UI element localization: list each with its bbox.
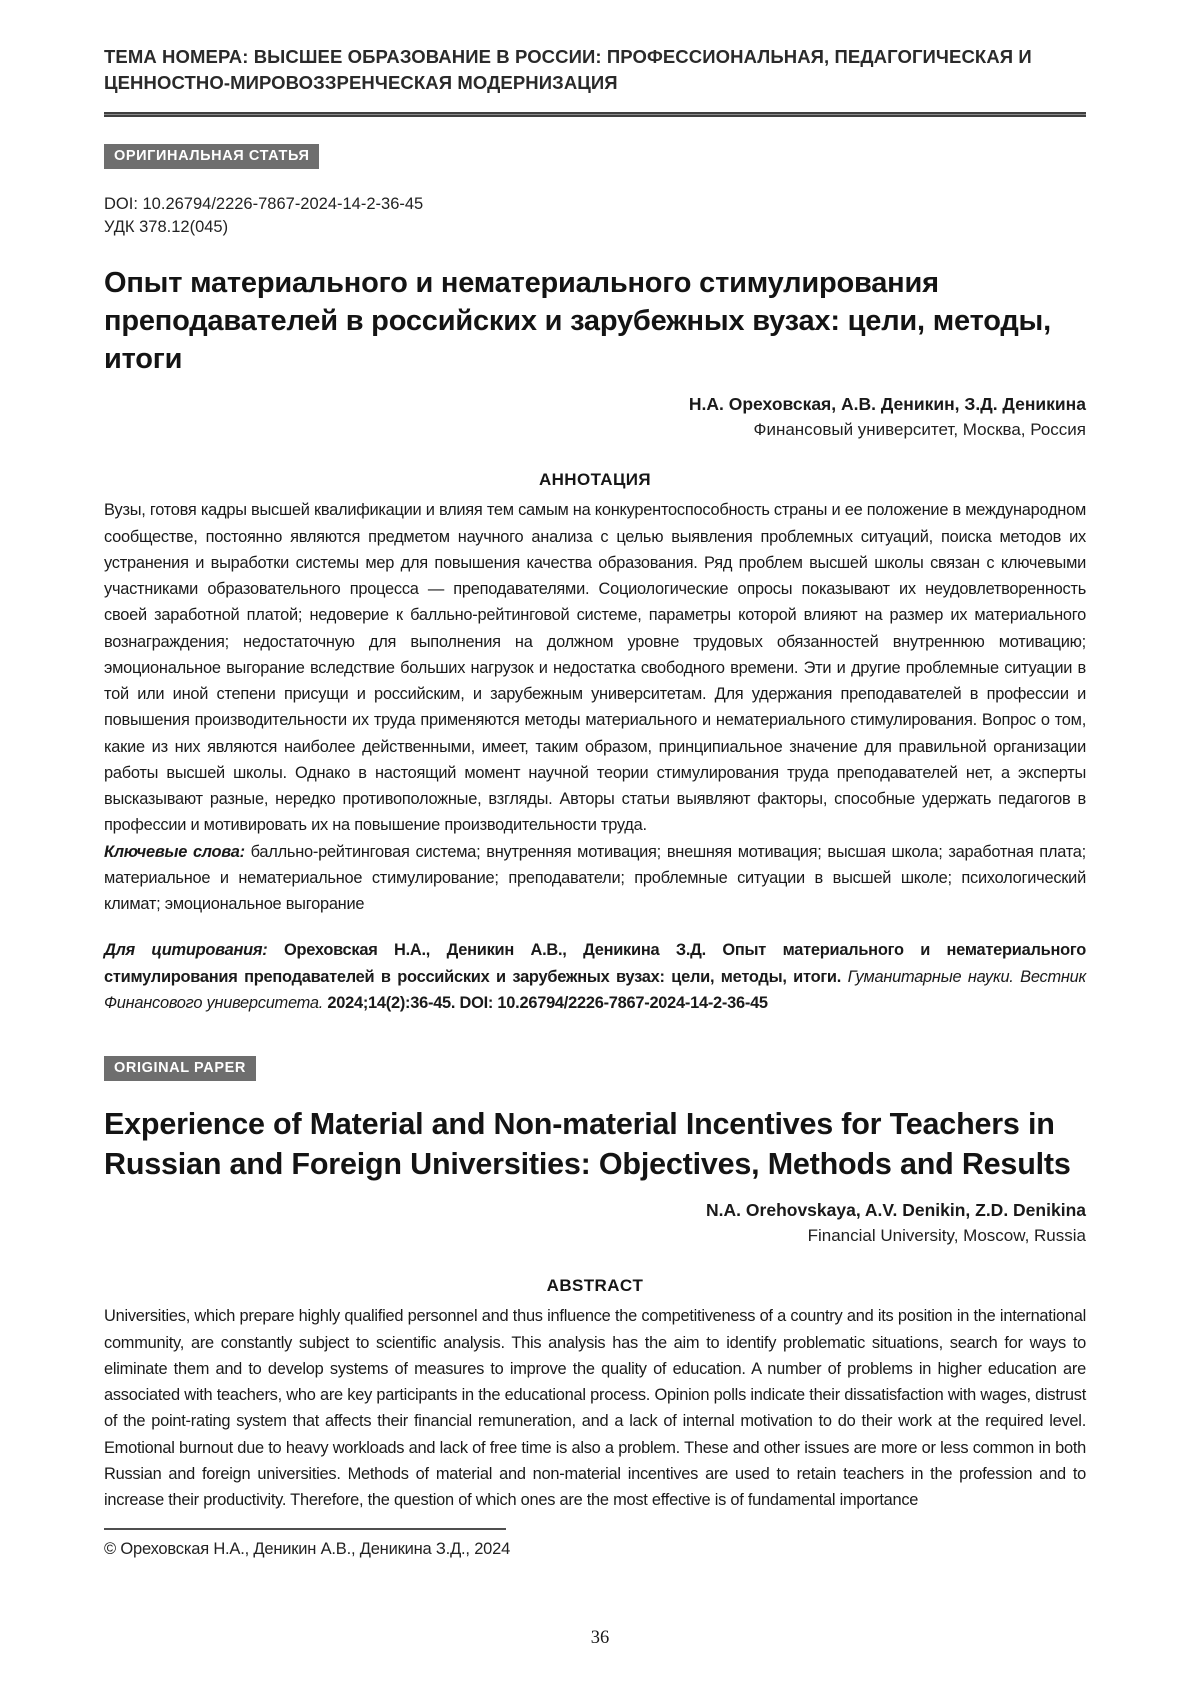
abstract-text-ru: Вузы, готовя кадры высшей квалификации и влияя тем самым на конкурентоспособность страны и ее положение в международном сообществе, постоянно являются предметом научного анализа с целью выявления проблемных ситуаций, поиска методов их устранения и выработки системы мер для повышения качества образования. Ряд проблем высшей школы связан с ключевыми участниками образовательного процесса — преподавателями. Социологические опросы показывают их неудовлетворенность своей заработной платой; недоверие к балльно-рейтинговой системе, параметры которой влияют на размер их материального вознаграждения; недостаточную для выполнения на должном уровне трудовых обязанностей внутреннюю мотивацию; эмоциональное выгорание вследствие больших нагрузок и недостатка свободного времени. Эти и другие проблемные ситуации в той или иной степени присущи и российским, и зарубежным университетам. Для удержания преподавателей в профессии и повышения производительности их труда применяются методы материального и нематериального стимулирования. Вопрос о том, какие из них являются наиболее действенными, имеет, таким образом, принципиальное значение для правильной организации работы высшей школы. Однако в настоящий момент научной теории стимулирования труда преподавателей нет, а эксперты высказывают разные, нередко противоположные, взгляды. Авторы статьи выявляют факторы, способные удержать педагогов в профессии и мотивировать их на повышение производительности труда.: [104, 501, 1086, 835]
footnote-block: [104, 1528, 1086, 1559]
doi-line: DOI: 10.26794/2226-7867-2024-14-2-36-45: [104, 194, 424, 213]
affiliation-en: Financial University, Moscow, Russia: [807, 1226, 1086, 1246]
citation-journal: Гуманитарные науки. Вестник Финансового университета.: [104, 967, 1086, 1012]
english-article-section: [104, 1046, 1086, 1513]
abstract-heading-en: ABSTRACT: [546, 1276, 644, 1296]
article-title-ru: Опыт материального и нематериального стимулирования преподавателей в российских и зарубежных вузах: цели, методы, итоги: [104, 267, 1051, 375]
citation-block: [104, 937, 1086, 1016]
article-identifiers: [104, 193, 1086, 240]
russian-article-section: [104, 117, 1086, 1017]
keywords-label-ru: Ключевые слова:: [104, 842, 245, 861]
footnote-rule: [104, 1528, 506, 1530]
page-number: 36: [590, 1628, 610, 1648]
citation-authors-title: Ореховская Н.А., Деникин А.В., Деникина З.Д. Опыт материального и нематериального стимулирования преподавателей в российских и зарубежных вузах: цели, методы, итоги.: [104, 941, 1086, 986]
udk-line: УДК 378.12(045): [104, 217, 229, 236]
abstract-heading-ru: АННОТАЦИЯ: [538, 470, 652, 490]
article-type-badge-en: ORIGINAL PAPER: [104, 1056, 256, 1081]
article-type-badge-ru: ОРИГИНАЛЬНАЯ СТАТЬЯ: [104, 144, 319, 169]
citation-volume-doi: 2024;14(2):36-45. DOI: 10.26794/2226-7867-2024-14-2-36-45: [327, 993, 768, 1012]
article-title-en: Experience of Material and Non-material Incentives for Teachers in Russian and Foreign Universities: Objectives, Methods and Results: [104, 1107, 1071, 1181]
citation-label: Для цитирования:: [104, 941, 268, 960]
abstract-en: Universities, which prepare highly qualified personnel and thus influence the competitiveness of a country and its position in the international community, are constantly subject to scientific analysis. This analysis has the aim to identify problematic situations, search for ways to eliminate them and to develop systems of measures to improve the quality of education. A number of problems in higher education are associated with teachers, who are key participants in the educational process. Opinion polls indicate their dissatisfaction with wages, distrust of the point-rating system that affects their financial remuneration, and a lack of internal motivation to do their work at the required level. Emotional burnout due to heavy workloads and lack of free time is also a problem. These and other issues are more or less common in both Russian and foreign universities. Methods of material and non-material incentives are used to retain teachers in the profession and to increase their productivity. Therefore, the question of which ones are the most effective is of fundamental importance: [104, 1307, 1086, 1510]
abstract-ru: [104, 497, 1086, 917]
copyright-line: © Ореховская Н.А., Деникин А.В., Деникина З.Д., 2024: [104, 1540, 511, 1558]
authors-block-en: [104, 1200, 1086, 1246]
issue-theme-header: ТЕМА НОМЕРА: ВЫСШЕЕ ОБРАЗОВАНИЕ В РОССИИ: ПРОФЕССИОНАЛЬНАЯ, ПЕДАГОГИЧЕСКАЯ И ЦЕННОСТНО-МИРОВОЗЗРЕНЧЕСКАЯ МОДЕРНИЗАЦИЯ: [104, 46, 1032, 94]
affiliation-ru: Финансовый университет, Москва, Россия: [753, 420, 1086, 440]
authors-en: N.A. Orehovskaya, A.V. Denikin, Z.D. Denikina: [706, 1200, 1086, 1221]
keywords-text-ru: балльно-рейтинговая система; внутренняя мотивация; внешняя мотивация; высшая школа; заработная плата; материальное и нематериальное стимулирование; преподаватели; проблемные ситуации в высшей школе; психологический климат; эмоциональное выгорание: [104, 842, 1086, 914]
authors-ru: Н.А. Ореховская, А.В. Деникин, З.Д. Деникина: [688, 394, 1086, 415]
authors-block-ru: [104, 394, 1086, 440]
